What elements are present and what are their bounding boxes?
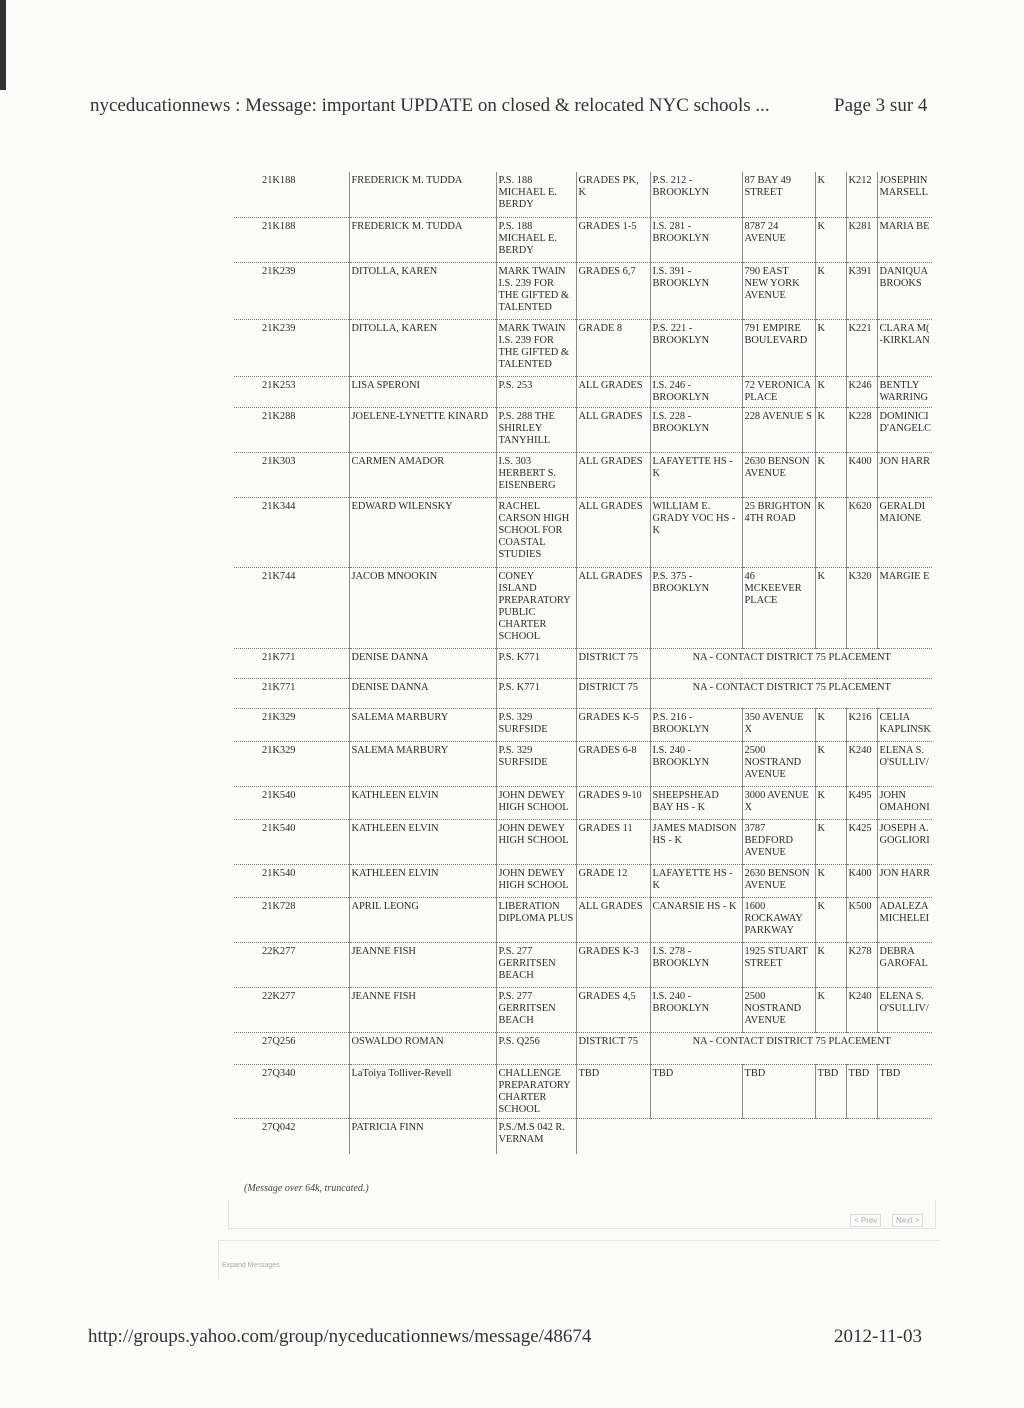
cell-principal: SALEMA MARBURY — [349, 741, 496, 786]
cell-school-name: P.S. 277 GERRITSEN BEACH — [496, 942, 576, 987]
cell-school-name: P.S. 288 THE SHIRLEY TANYHILL — [496, 407, 576, 452]
scan-edge-mark — [0, 0, 6, 90]
cell-contact: TBD — [877, 1064, 932, 1118]
table-row — [234, 1118, 932, 1154]
table-row — [234, 1032, 932, 1064]
table-row — [234, 942, 932, 987]
cell-school-dbn: 21K303 — [234, 452, 349, 497]
cell-principal: KATHLEEN ELVIN — [349, 819, 496, 864]
cell-borough: K — [815, 217, 846, 262]
cell-new-dbn: K240 — [846, 741, 877, 786]
cell-grades: GRADES 6,7 — [576, 262, 650, 319]
cell-address: 87 BAY 49 STREET — [742, 172, 815, 217]
cell-borough: K — [815, 262, 846, 319]
cell-contact: JON HARR — [877, 452, 932, 497]
cell-grades: DISTRICT 75 — [576, 1032, 650, 1064]
cell-grades: ALL GRADES — [576, 407, 650, 452]
cell-principal: DITOLLA, KAREN — [349, 319, 496, 376]
cell-school-name: RACHEL CARSON HIGH SCHOOL FOR COASTAL STUDIES — [496, 497, 576, 567]
cell-new-location: CANARSIE HS - K — [650, 897, 742, 942]
cell-new-dbn: K228 — [846, 407, 877, 452]
table-row — [234, 567, 932, 648]
cell-new-dbn: K320 — [846, 567, 877, 648]
cell-new-dbn: TBD — [846, 1064, 877, 1118]
cell-new-dbn: K212 — [846, 172, 877, 217]
cell-new-dbn: K500 — [846, 897, 877, 942]
cell-principal: KATHLEEN ELVIN — [349, 864, 496, 897]
cell-address: 8787 24 AVENUE — [742, 217, 815, 262]
cell-contact: DOMINICI D'ANGELC — [877, 407, 932, 452]
cell-contact: ELENA S. O'SULLIV/ — [877, 741, 932, 786]
cell-new-location: WILLIAM E. GRADY VOC HS - K — [650, 497, 742, 567]
cell-address: 72 VERONICA PLACE — [742, 376, 815, 407]
cell-school-dbn: 21K540 — [234, 819, 349, 864]
cell-school-dbn: 21K253 — [234, 376, 349, 407]
cell-grades: GRADES 4,5 — [576, 987, 650, 1032]
cell-new-dbn: K391 — [846, 262, 877, 319]
cell-borough: K — [815, 452, 846, 497]
cell-address: 791 EMPIRE BOULEVARD — [742, 319, 815, 376]
cell-principal: JACOB MNOOKIN — [349, 567, 496, 648]
table-row — [234, 407, 932, 452]
cell-address: 2500 NOSTRAND AVENUE — [742, 987, 815, 1032]
table-row — [234, 452, 932, 497]
cell-school-name: P.S. 329 SURFSIDE — [496, 708, 576, 741]
cell-new-location: TBD — [650, 1064, 742, 1118]
cell-principal: DENISE DANNA — [349, 678, 496, 708]
cell-school-dbn: 21K344 — [234, 497, 349, 567]
prev-button[interactable]: < Prev — [850, 1214, 881, 1227]
cell-school-dbn: 21K329 — [234, 741, 349, 786]
cell-school-dbn: 21K771 — [234, 678, 349, 708]
cell-new-location: I.S. 281 - BROOKLYN — [650, 217, 742, 262]
cell-principal: JOELENE-LYNETTE KINARD — [349, 407, 496, 452]
cell-contact: CLARA M( -KIRKLAN — [877, 319, 932, 376]
cell-contact: JOSEPH A. GOGLIORI — [877, 819, 932, 864]
cell-principal: SALEMA MARBURY — [349, 708, 496, 741]
cell-contact: GERALDI MAIONE — [877, 497, 932, 567]
cell-new-location: I.S. 278 - BROOKLYN — [650, 942, 742, 987]
cell-principal: FREDERICK M. TUDDA — [349, 217, 496, 262]
cell-school-name: P.S. K771 — [496, 648, 576, 678]
cell-new-location: LAFAYETTE HS - K — [650, 452, 742, 497]
cell-address: 790 EAST NEW YORK AVENUE — [742, 262, 815, 319]
cell-new-dbn: K246 — [846, 376, 877, 407]
table-row — [234, 319, 932, 376]
truncated-note: (Message over 64k, truncated.) — [244, 1183, 369, 1194]
cell-principal: OSWALDO ROMAN — [349, 1032, 496, 1064]
cell-borough: K — [815, 987, 846, 1032]
cell-new-location: I.S. 246 - BROOKLYN — [650, 376, 742, 407]
table-row — [234, 172, 932, 217]
cell-principal: CARMEN AMADOR — [349, 452, 496, 497]
cell-borough: K — [815, 942, 846, 987]
cell-school-dbn: 27Q340 — [234, 1064, 349, 1118]
cell-contact: BENTLY WARRING — [877, 376, 932, 407]
cell-new-location: I.S. 228 - BROOKLYN — [650, 407, 742, 452]
table-row — [234, 217, 932, 262]
cell-contact: CELIA KAPLINSK — [877, 708, 932, 741]
cell-new-location: P.S. 216 - BROOKLYN — [650, 708, 742, 741]
cell-borough: K — [815, 864, 846, 897]
cell-address: 1600 ROCKAWAY PARKWAY — [742, 897, 815, 942]
next-button[interactable]: Next > — [892, 1214, 923, 1227]
footer-date: 2012-11-03 — [834, 1326, 922, 1347]
cell-grades: GRADES 9-10 — [576, 786, 650, 819]
cell-address: 2500 NOSTRAND AVENUE — [742, 741, 815, 786]
cell-borough: K — [815, 497, 846, 567]
cell-new-dbn: K495 — [846, 786, 877, 819]
cell-address: 1925 STUART STREET — [742, 942, 815, 987]
cell-address: 25 BRIGHTON 4TH ROAD — [742, 497, 815, 567]
cell-new-dbn: K620 — [846, 497, 877, 567]
table-row — [234, 262, 932, 319]
cell-address: 228 AVENUE S — [742, 407, 815, 452]
cell-borough: TBD — [815, 1064, 846, 1118]
cell-address: 3000 AVENUE X — [742, 786, 815, 819]
cell-grades: ALL GRADES — [576, 897, 650, 942]
cell-school-dbn: 21K540 — [234, 864, 349, 897]
cell-borough: K — [815, 786, 846, 819]
table-row — [234, 819, 932, 864]
cell-school-dbn: 21K771 — [234, 648, 349, 678]
cell-new-location: P.S. 375 - BROOKLYN — [650, 567, 742, 648]
cell-borough: K — [815, 741, 846, 786]
cell-principal: DENISE DANNA — [349, 648, 496, 678]
cell-school-dbn: 27Q042 — [262, 1121, 296, 1133]
cell-school-dbn: 21K744 — [234, 567, 349, 648]
cell-school-name: LIBERATION DIPLOMA PLUS — [496, 897, 576, 942]
cell-new-dbn: K425 — [846, 819, 877, 864]
cell-school-dbn: 21K288 — [234, 407, 349, 452]
cell-school-dbn: 22K277 — [234, 942, 349, 987]
page-header-title: nyceducationnews : Message: important UPDATE on closed & relocated NYC schools ... — [90, 95, 770, 116]
cell-school-name: MARK TWAIN I.S. 239 FOR THE GIFTED & TALENTED — [496, 319, 576, 376]
cell-school-name: P.S. K771 — [496, 678, 576, 708]
cell-address: 3787 BEDFORD AVENUE — [742, 819, 815, 864]
cell-school-name: P.S. Q256 — [496, 1032, 576, 1064]
cell-new-dbn: K221 — [846, 319, 877, 376]
cell-school-dbn: 27Q256 — [234, 1032, 349, 1064]
table-row — [234, 678, 932, 708]
cell-school-name: JOHN DEWEY HIGH SCHOOL — [496, 864, 576, 897]
cell-principal: EDWARD WILENSKY — [349, 497, 496, 567]
cell-school-name: CONEY ISLAND PREPARATORY PUBLIC CHARTER SCHOOL — [496, 567, 576, 648]
cell-school-name: JOHN DEWEY HIGH SCHOOL — [496, 819, 576, 864]
cell-grades: GRADES 1-5 — [576, 217, 650, 262]
cell-school-name: P.S. 329 SURFSIDE — [496, 741, 576, 786]
cell-school-dbn: 21K329 — [234, 708, 349, 741]
cell-new-location: LAFAYETTE HS - K — [650, 864, 742, 897]
page-number: Page 3 sur 4 — [834, 95, 928, 116]
cell-grades: GRADES 11 — [576, 819, 650, 864]
cell-school-name: CHALLENGE PREPARATORY CHARTER SCHOOL — [496, 1064, 576, 1118]
cell-principal: LaToiya Tolliver-Revell — [349, 1064, 496, 1118]
cell-contact: MARIA BE — [877, 217, 932, 262]
cell-principal: PATRICIA FINN — [349, 1118, 496, 1154]
table-row — [234, 987, 932, 1032]
cell-grades: DISTRICT 75 — [576, 678, 650, 708]
cell-school-name: P.S. 253 — [496, 376, 576, 407]
cell-borough: K — [815, 319, 846, 376]
cell-contact: ADALEZA MICHELEI — [877, 897, 932, 942]
cell-contact: DANIQUA BROOKS — [877, 262, 932, 319]
table-body — [234, 172, 932, 1154]
school-relocation-table — [234, 172, 932, 1154]
cell-principal: JEANNE FISH — [349, 942, 496, 987]
cell-new-dbn: K400 — [846, 452, 877, 497]
cell-school-dbn: 21K188 — [234, 172, 349, 217]
cell-contact: JON HARR — [877, 864, 932, 897]
table-row — [234, 1064, 932, 1118]
cell-contact: JOHN OMAHONI — [877, 786, 932, 819]
table-row — [234, 648, 932, 678]
cell-placement-note: NA - CONTACT DISTRICT 75 PLACEMENT — [650, 678, 932, 708]
cell-new-location: I.S. 240 - BROOKLYN — [650, 741, 742, 786]
cell-principal: APRIL LEONG — [349, 897, 496, 942]
cell-address: TBD — [742, 1064, 815, 1118]
cell-contact: DEBRA GAROFAL — [877, 942, 932, 987]
cell-school-dbn: 21K728 — [234, 897, 349, 942]
cell-school-name: I.S. 303 HERBERT S. EISENBERG — [496, 452, 576, 497]
cell-principal: KATHLEEN ELVIN — [349, 786, 496, 819]
cell-new-dbn: K281 — [846, 217, 877, 262]
cell-grades: ALL GRADES — [576, 567, 650, 648]
cell-new-location: I.S. 391 - BROOKLYN — [650, 262, 742, 319]
table-row — [234, 786, 932, 819]
cell-grades: ALL GRADES — [576, 452, 650, 497]
cell-school-dbn: 21K239 — [234, 319, 349, 376]
cell-new-dbn: K278 — [846, 942, 877, 987]
cell-grades: DISTRICT 75 — [576, 648, 650, 678]
cell-school-name: P.S. 277 GERRITSEN BEACH — [496, 987, 576, 1032]
cell-address: 2630 BENSON AVENUE — [742, 452, 815, 497]
cell-new-location: JAMES MADISON HS - K — [650, 819, 742, 864]
cell-grades: GRADES K-5 — [576, 708, 650, 741]
cell-address: 350 AVENUE X — [742, 708, 815, 741]
footer-url: http://groups.yahoo.com/group/nyceducationnews/message/48674 — [88, 1326, 592, 1347]
cell-school-name: MARK TWAIN I.S. 239 FOR THE GIFTED & TALENTED — [496, 262, 576, 319]
cell-grades: GRADES 6-8 — [576, 741, 650, 786]
cell-principal: FREDERICK M. TUDDA — [349, 172, 496, 217]
cell-grades: GRADE 12 — [576, 864, 650, 897]
expand-messages-link[interactable]: Expand Messages — [222, 1262, 280, 1269]
cell-grades: GRADES PK, K — [576, 172, 650, 217]
table-row — [234, 897, 932, 942]
cell-grades: GRADES K-3 — [576, 942, 650, 987]
cell-new-location: I.S. 240 - BROOKLYN — [650, 987, 742, 1032]
cell-contact: JOSEPHIN MARSELL — [877, 172, 932, 217]
cell-grades: ALL GRADES — [576, 497, 650, 567]
cell-borough: K — [815, 819, 846, 864]
cell-placement-note: NA - CONTACT DISTRICT 75 PLACEMENT — [650, 648, 932, 678]
cell-principal: DITOLLA, KAREN — [349, 262, 496, 319]
cell-school-dbn: 21K239 — [234, 262, 349, 319]
table-row — [234, 497, 932, 567]
expand-panel — [218, 1240, 939, 1279]
cell-borough: K — [815, 708, 846, 741]
cell-borough: K — [815, 407, 846, 452]
cell-new-location: SHEEPSHEAD BAY HS - K — [650, 786, 742, 819]
message-panel-border — [228, 1200, 936, 1229]
cell-grades: TBD — [576, 1064, 650, 1118]
cell-school-dbn: 21K188 — [234, 217, 349, 262]
cell-grades: GRADE 8 — [576, 319, 650, 376]
cell-placement-note: NA - CONTACT DISTRICT 75 PLACEMENT — [650, 1032, 932, 1064]
cell-borough: K — [815, 376, 846, 407]
cell-grades: ALL GRADES — [576, 376, 650, 407]
table-row — [234, 864, 932, 897]
cell-school-dbn: 22K277 — [234, 987, 349, 1032]
cell-school-name: JOHN DEWEY HIGH SCHOOL — [496, 786, 576, 819]
cell-new-location: P.S. 221 - BROOKLYN — [650, 319, 742, 376]
table-row — [234, 708, 932, 741]
table-row — [234, 376, 932, 407]
cell-address: 2630 BENSON AVENUE — [742, 864, 815, 897]
cell-borough: K — [815, 567, 846, 648]
cell-borough: K — [815, 172, 846, 217]
cell-new-location: P.S. 212 - BROOKLYN — [650, 172, 742, 217]
cell-school-name: P.S. 188 MICHAEL E. BERDY — [496, 217, 576, 262]
cell-contact: ELENA S. O'SULLIV/ — [877, 987, 932, 1032]
cell-principal: JEANNE FISH — [349, 987, 496, 1032]
cell-principal: LISA SPERONI — [349, 376, 496, 407]
cell-school-name: P.S./M.S 042 R. VERNAM — [496, 1118, 576, 1154]
cell-new-dbn: K400 — [846, 864, 877, 897]
cell-borough: K — [815, 897, 846, 942]
cell-address: 46 MCKEEVER PLACE — [742, 567, 815, 648]
cell-contact: MARGIE E — [877, 567, 932, 648]
cell-new-dbn: K240 — [846, 987, 877, 1032]
table-row — [234, 741, 932, 786]
cell-new-dbn: K216 — [846, 708, 877, 741]
cell-empty — [576, 1118, 650, 1154]
cell-school-name: P.S. 188 MICHAEL E. BERDY — [496, 172, 576, 217]
cell-school-dbn: 21K540 — [234, 786, 349, 819]
